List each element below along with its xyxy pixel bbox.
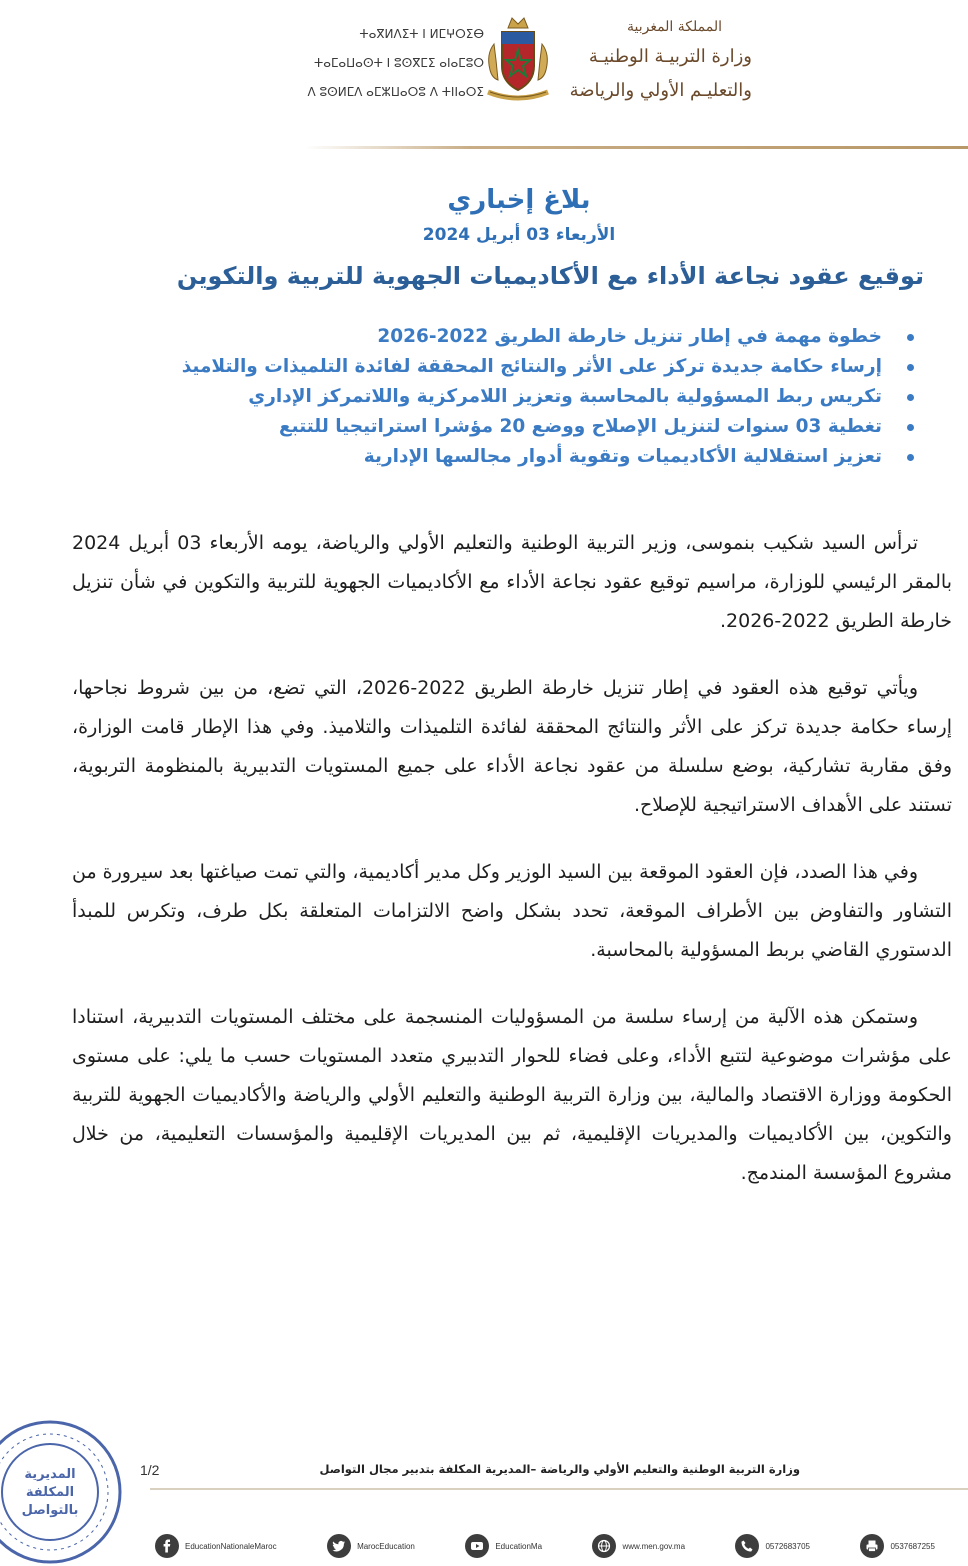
official-stamp [0, 1418, 130, 1566]
highlight-item [60, 352, 920, 382]
stamp-text: المديرية [24, 1467, 76, 1482]
highlight-text: تعزيز استقلالية الأكاديميات وتقوية أدوار مجالسها الإدارية [363, 446, 882, 467]
phone-icon [735, 1534, 759, 1558]
page-title: توقيع عقود نجاعة الأداء مع الأكاديميات الجهوية للتربية والتكوين [176, 262, 924, 290]
highlight-item [60, 322, 920, 352]
youtube-label: EducationMa [495, 1541, 543, 1551]
highlight-text: إرساء حكامة جديدة تركز على الأثر والنتائج المحققة لفائدة التلميذات والتلاميذ [181, 356, 882, 377]
facebook-icon [155, 1534, 179, 1558]
header-divider [305, 146, 968, 149]
highlight-text: تكريس ربط المسؤولية بالمحاسبة وتعزيز اللامركزية واللاتمركز الإداري [248, 386, 882, 407]
tifinagh-ministry-name [288, 20, 484, 107]
facebook-link[interactable] [155, 1534, 277, 1558]
paragraph: وفي هذا الصدد، فإن العقود الموقعة بين السيد الوزير وكل مدير أكاديمية، والتي تمت صياغتها بعد سيرورة من التشاور والتفاوض بين الأطراف الموقعة، تحدد بشكل واضح الالتزامات المتعلقة بكل طرف، وتكرس للمبدأ الدستوري القاضي بربط المسؤولية بالمحاسبة. [72, 861, 952, 961]
youtube-link[interactable] [465, 1534, 542, 1558]
fax-icon [860, 1534, 884, 1558]
phone-link[interactable] [735, 1534, 810, 1558]
footer-divider [150, 1488, 968, 1490]
ministry-name-line-2: والتعليـم الأولي والرياضة [569, 80, 752, 101]
tifinagh-line: ⵜⴰⵎⴰⵡⴰⵙⵜ ⵏ ⵓⵙⴳⵎⵉ ⴰⵏⴰⵎⵓⵔ [313, 56, 484, 70]
title-block [60, 178, 908, 248]
arabic-ministry-name [560, 14, 752, 108]
website-label: www.men.gov.ma [622, 1541, 686, 1551]
phone-label: 0572683705 [765, 1541, 810, 1551]
highlight-text: تغطية 03 سنوات لتنزيل الإصلاح ووضع 20 مؤشرا استراتيجيا للتتبع [279, 416, 882, 437]
highlights-list [60, 322, 920, 472]
royal-emblem-icon [472, 14, 564, 106]
letterhead [0, 0, 968, 150]
paragraph: وستمكن هذه الآلية من إرساء سلسة من المسؤوليات المنسجمة على مختلف المستويات التدبيرية، استنادا على مؤشرات موضوعية لتتبع الأداء، وعلى فضاء للحوار التدبيري متعدد المستويات حسب ما يلي: على مستوى الحكومة ووزارة الاقتصاد والمالية، بين وزارة التربية الوطنية والتعليم الأولي والرياضة والأكاديميات الجهوية للتربية والتكوين، بين الأكاديميات والمديريات الإقليمية، ثم بين المديريات الإقليمية والمؤسسات التعليمية، من خلال مشروع المؤسسة المندمج. [72, 1006, 952, 1184]
bullet-icon [907, 334, 914, 341]
facebook-label: EducationNationaleMaroc [185, 1541, 277, 1551]
document-date: الأربعاء 03 أبريل 2024 [422, 225, 616, 245]
highlight-item [60, 412, 920, 442]
page-number: 1/2 [140, 1462, 160, 1478]
twitter-label: MarocEducation [357, 1541, 415, 1551]
footer-ministry-line: وزارة التربية الوطنية والتعليم الأولي والرياضة –المديرية المكلفة بتدبير مجال التواصل [319, 1462, 800, 1476]
bullet-icon [907, 394, 914, 401]
bullet-icon [907, 424, 914, 431]
twitter-link[interactable] [327, 1534, 415, 1558]
tifinagh-line: ⴷ ⵓⵙⵍⵎⴷ ⴰⵎⵣⵡⴰⵔⵓ ⴷ ⵜⵏⵏⴰⵔⵉ [307, 85, 484, 99]
bullet-icon [907, 364, 914, 371]
paragraph: ترأس السيد شكيب بنموسى، وزير التربية الوطنية والتعليم الأولي والرياضة، يومه الأربعاء 03 أبريل 2024 بالمقر الرئيسي للوزارة، مراسيم توقيع عقود نجاعة الأداء مع الأكاديميات الجهوية للتربية والتكوين في شأن تنزيل خارطة الطريق 2022-2026. [72, 532, 952, 632]
stamp-text: بالتواصل [21, 1503, 79, 1518]
contact-bar [155, 1528, 935, 1564]
youtube-icon [465, 1534, 489, 1558]
highlight-text: خطوة مهمة في إطار تنزيل خارطة الطريق 2022-2026 [377, 326, 882, 347]
web-icon [592, 1534, 616, 1558]
bullet-icon [907, 454, 914, 461]
highlight-item [60, 442, 920, 472]
document-type: بلاغ إخباري [447, 185, 591, 215]
ministry-name-line-1: وزارة التربيـة الوطنيـة [588, 46, 752, 67]
paragraph: ويأتي توقيع هذه العقود في إطار تنزيل خارطة الطريق 2022-2026، التي تضع، من بين شروط نجاحها، إرساء حكامة جديدة تركز على الأثر والنتائج المحققة لفائدة التلميذات والتلاميذ. وفي هذا الإطار قامت الوزارة، وفق مقاربة تشاركية، بوضع سلسلة من عقود نجاعة الأداء على جميع المستويات التدبيرية بالمنظومة التربوية، تستند على الأهداف الاستراتيجية للإصلاح. [72, 677, 952, 816]
body-text [72, 524, 952, 1221]
twitter-icon [327, 1534, 351, 1558]
stamp-text: المكلفة [25, 1485, 75, 1500]
kingdom-name: المملكة المغربية [626, 19, 722, 35]
fax-label: 0537687255 [890, 1541, 935, 1551]
fax-link[interactable] [860, 1534, 935, 1558]
tifinagh-line: ⵜⴰⴳⵍⴷⵉⵜ ⵏ ⵍⵎⵖⵔⵉⴱ [359, 27, 484, 41]
highlight-item [60, 382, 920, 412]
website-link[interactable] [592, 1534, 685, 1558]
